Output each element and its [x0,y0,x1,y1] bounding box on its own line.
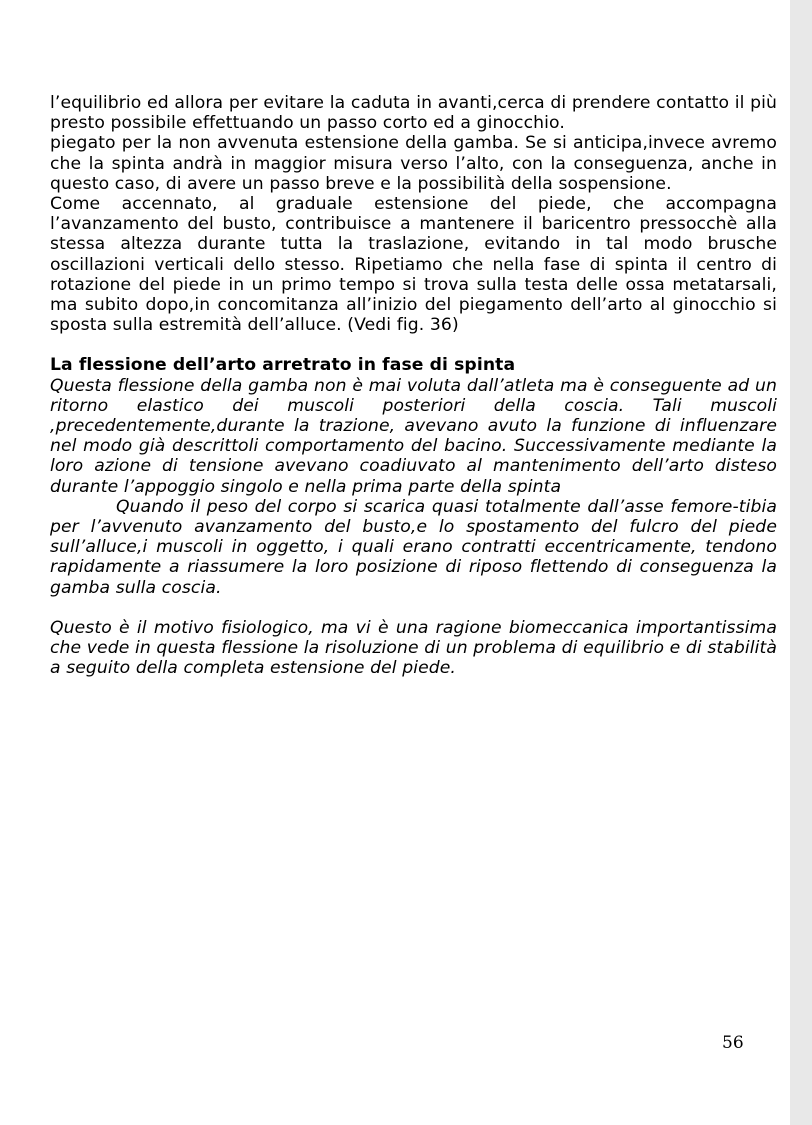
page-number: 56 [722,1033,744,1053]
italic-paragraph: Questo è il motivo fisiologico, ma vi è una ragione biomeccanica importantissima che vede in questa flessione la risoluzione di un problema di equilibrio e di stabilità a seguito della completa estensione del piede. [50,617,777,679]
right-margin-bar [790,0,812,1125]
italic-paragraph: Quando il peso del corpo si scarica quasi totalmente dall’asse femore-tibia per l’avvenuto avanzamento del busto,e lo spostamento del fulcro del piede sull’alluce,i muscoli in oggetto, i quali erano contratti eccentricamente, tendono rapidamente a riassumere la loro posizione di riposo flettendo di conseguenza la gamba sulla coscia. [50,496,777,598]
paragraph: piegato per la non avvenuta estensione della gamba. Se si anticipa,invece avremo che la spinta andrà in maggior misura verso l’alto, con la conseguenza, anche in questo caso, di avere un passo breve e la possibilità della sospensione. [50,133,777,194]
paragraph: Come accennato, al graduale estensione del piede, che accompagna l’avanzamento del busto, contribuisce a mantenere il baricentro pressocchè alla stessa altezza durante tutta la traslazione, evitando in tal modo brusche oscillazioni verticali dello stesso. Ripetiamo che nella fase di spinta il centro di rotazione del piede in un primo tempo si trova sulla testa delle ossa metatarsali, ma subito dopo,in concomitanza all’inizio del piegamento dell’arto al ginocchio si sposta sulla estremità dell’alluce. (Vedi fig. 36) [50,194,777,336]
document-body [50,93,777,678]
italic-paragraph: Questa flessione della gamba non è mai voluta dall’atleta ma è conseguente ad un ritorno elastico dei muscoli posteriori della coscia. Tali muscoli ,precedentemente,durante la trazione, avevano avuto la funzione di influenzare nel modo già descrittoli comportamento del bacino. Successivamente mediante la loro azione di tensione avevano coadiuvato al mantenimento dell’arto disteso durante l’appoggio singolo e nella prima parte della spinta [50,375,777,497]
section-heading: La flessione dell’arto arretrato in fase di spinta [50,355,516,376]
paragraph: l’equilibrio ed allora per evitare la caduta in avanti,cerca di prendere contatto il più presto possibile effettuando un passo corto ed a ginocchio. [50,93,777,134]
